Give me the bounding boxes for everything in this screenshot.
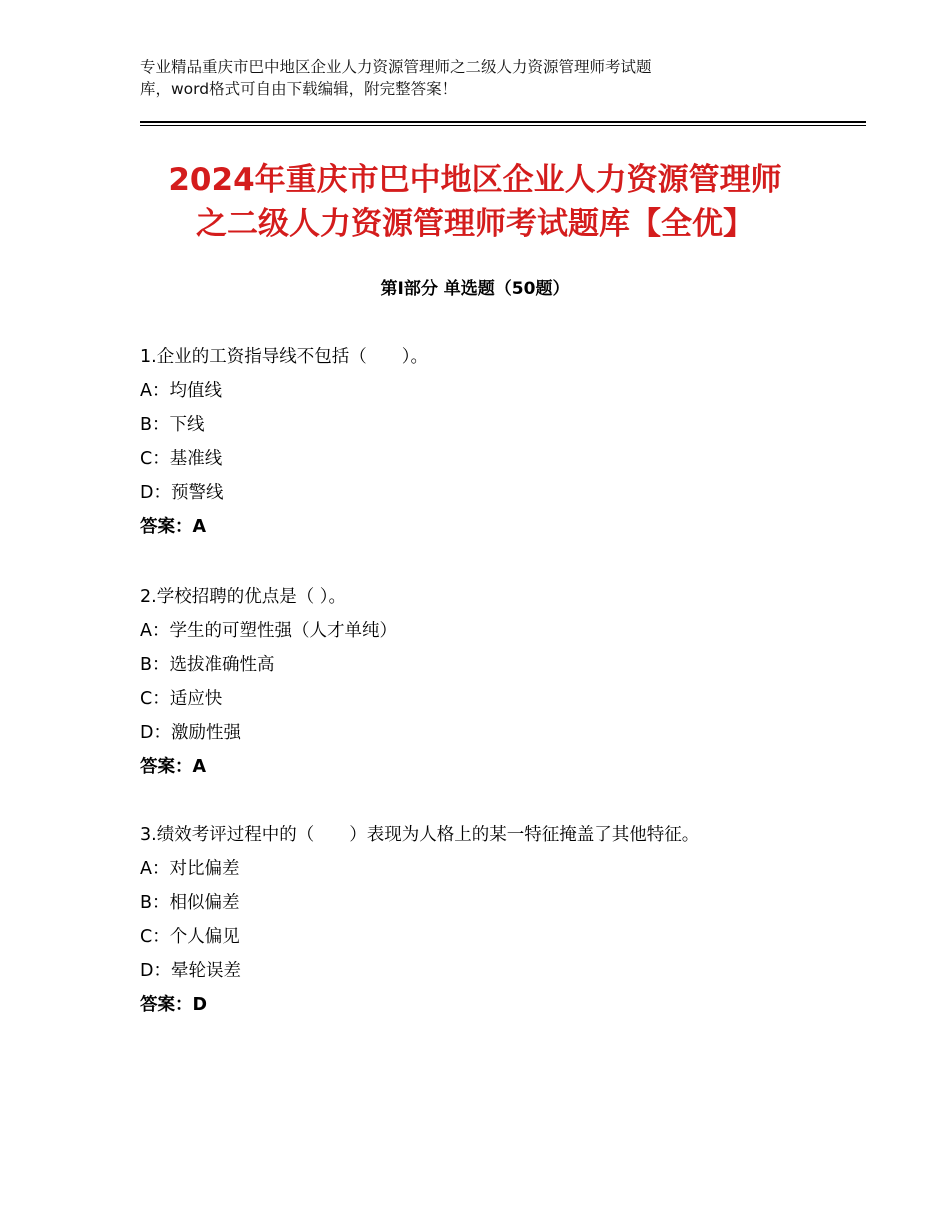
option-c: C：个人偏见	[140, 927, 240, 947]
header-note-line2: 库，word格式可自由下载编辑，附完整答案！	[140, 80, 458, 98]
option-b: B：相似偏差	[140, 893, 240, 913]
question-stem: 3.绩效考评过程中的（ ）表现为人格上的某一特征掩盖了其他特征。	[140, 825, 700, 845]
question-item	[140, 818, 800, 1022]
option-d: D：预警线	[140, 483, 224, 503]
option-c: C：基准线	[140, 449, 223, 469]
answer-label: 答案：D	[140, 995, 208, 1015]
question-stem: 1.企业的工资指导线不包括（ ）。	[140, 347, 428, 367]
answer-label: 答案：A	[140, 757, 207, 777]
option-d: D：晕轮误差	[140, 961, 241, 981]
option-c: C：适应快	[140, 689, 223, 709]
question-item	[140, 580, 800, 784]
header-note	[140, 56, 780, 100]
document-title-line2: 之二级人力资源管理师考试题库【全优】	[196, 206, 754, 242]
option-d: D：激励性强	[140, 723, 241, 743]
header-divider	[140, 121, 866, 126]
question-stem: 2.学校招聘的优点是（ ）。	[140, 587, 347, 607]
option-b: B：选拔准确性高	[140, 655, 275, 675]
header-divider-thin	[140, 125, 866, 126]
question-item	[140, 340, 800, 544]
answer-label: 答案：A	[140, 517, 207, 537]
header-note-line1: 专业精品重庆市巴中地区企业人力资源管理师之二级人力资源管理师考试题	[140, 58, 652, 76]
option-b: B：下线	[140, 415, 205, 435]
option-a: A：学生的可塑性强（人才单纯）	[140, 621, 397, 641]
section-title: 第Ⅰ部分 单选题（50题）	[380, 279, 570, 299]
option-a: A：对比偏差	[140, 859, 240, 879]
document-title	[110, 158, 840, 246]
header-divider-thick	[140, 121, 866, 123]
option-a: A：均值线	[140, 381, 222, 401]
document-title-line1: 2024年重庆市巴中地区企业人力资源管理师	[168, 162, 782, 198]
